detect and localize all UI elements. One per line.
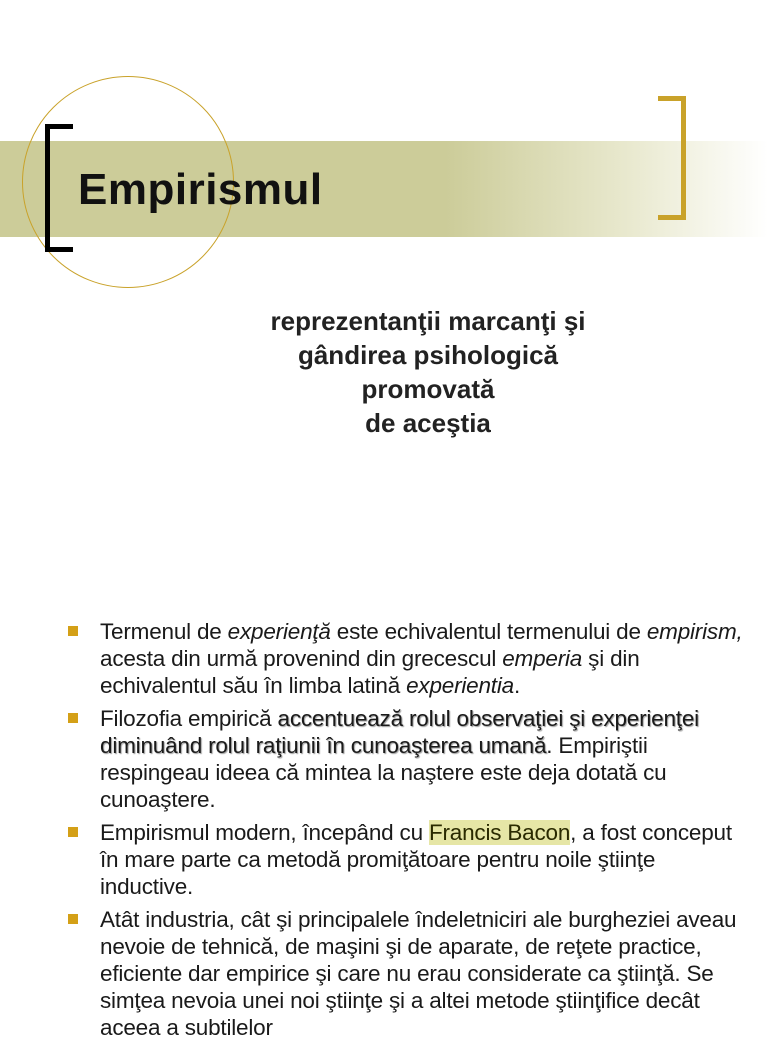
- bullet-text: .: [513, 673, 521, 698]
- list-item: [64, 819, 754, 900]
- bullet-text: Filozofia empirică: [100, 706, 278, 731]
- square-bullet-icon: [68, 713, 78, 723]
- slide-subtitle: [160, 304, 696, 440]
- bullet-text-emphasis: accentuează rolul observaţiei şi experienţei diminuând rolul raţiunii în cunoaşterea umană: [100, 706, 699, 758]
- francis-bacon-link[interactable]: Francis Bacon: [428, 820, 571, 845]
- list-item: [64, 705, 754, 813]
- subtitle-line: promovată: [361, 374, 495, 404]
- bullet-text-italic: empirism,: [646, 619, 743, 644]
- square-bullet-icon: [68, 626, 78, 636]
- bullet-list: [64, 618, 754, 1047]
- list-item: [64, 618, 754, 699]
- subtitle-line: gândirea psihologică: [297, 340, 559, 370]
- left-bracket-decoration: [45, 124, 73, 252]
- bullet-text: , a fost conceput în mare parte ca metodă promiţătoare pentru noile ştiinţe inductive.: [100, 820, 732, 899]
- bullet-text: Empirismul modern, începând cu: [100, 820, 429, 845]
- square-bullet-icon: [68, 827, 78, 837]
- subtitle-line: de aceştia: [365, 408, 491, 438]
- bullet-text-italic: experienţă: [227, 619, 331, 644]
- right-bracket-decoration: [658, 96, 686, 220]
- bullet-text: Termenul de: [100, 619, 228, 644]
- bullet-text: acesta din urmă provenind din grecescul: [100, 646, 503, 671]
- bullet-text: şi din echivalentul său în limba latină: [100, 646, 640, 698]
- subtitle-line: reprezentanţii marcanţi şi: [270, 306, 586, 336]
- bullet-text: . Empiriştii respingeau ideea că mintea la naştere este deja dotată cu cunoaştere.: [100, 733, 667, 812]
- bullet-text: este echivalentul termenului de: [330, 619, 647, 644]
- square-bullet-icon: [68, 914, 78, 924]
- slide-title: Empirismul: [78, 165, 323, 214]
- bullet-text: Atât industria, cât şi principalele îndeletniciri ale burgheziei aveau nevoie de tehnică, de maşini şi de aparate, de reţete practice, eficiente dar empirice şi care nu erau considerate ca ştiinţă. Se simţea nevoia unei noi ştiinţe şi a altei metode ştiinţifice decât aceea a subtilelor: [100, 907, 737, 1040]
- bullet-text-italic: experientia: [406, 673, 514, 698]
- list-item: [64, 906, 754, 1041]
- bullet-text-italic: emperia: [502, 646, 583, 671]
